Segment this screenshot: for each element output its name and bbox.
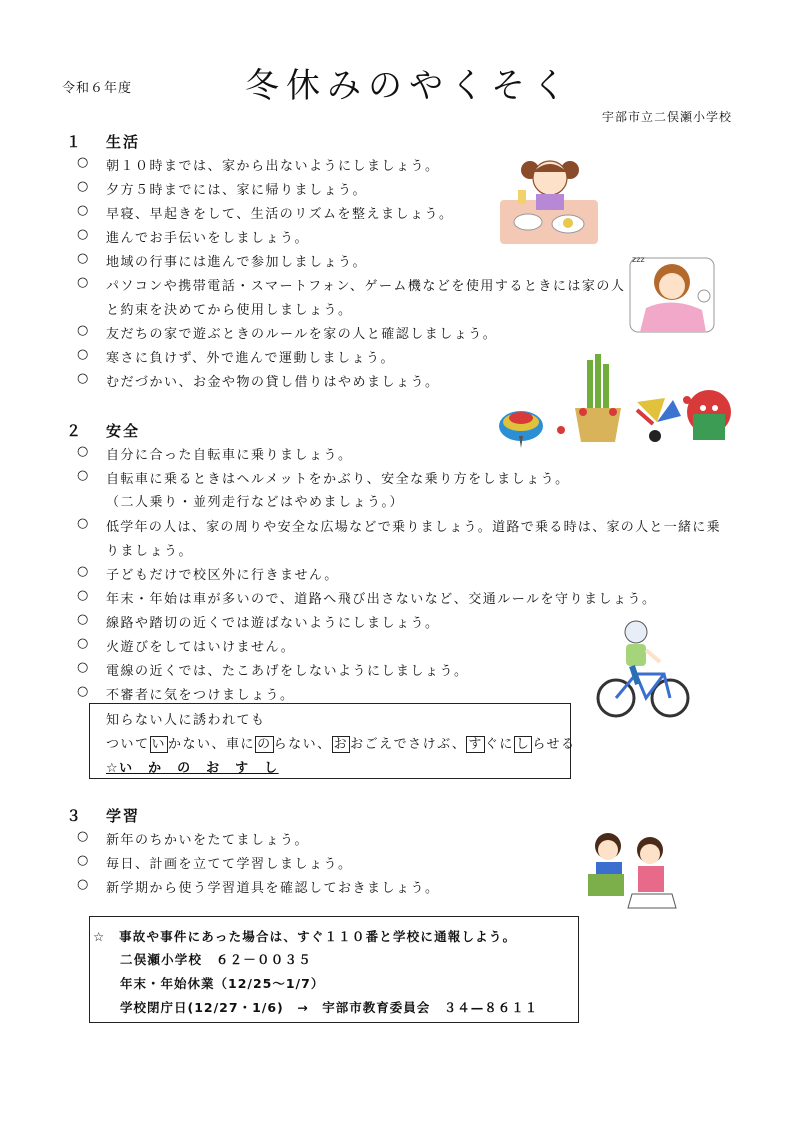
list-item: 寒さに負けず、外で進んで運動しましょう。 <box>106 351 395 366</box>
list-item: 電線の近くでは、たこあげをしないようにしましょう。 <box>106 664 469 679</box>
ikanoosushi-slogan: ☆い か の お す し <box>106 761 279 776</box>
list-item: 早寝、早起きをして、生活のリズムを整えましょう。 <box>106 207 454 222</box>
bullet-icon: ○ <box>77 564 89 579</box>
notice-school-phone: 二俣瀬小学校 ６２－００３５ <box>120 952 312 967</box>
bullet-icon: ○ <box>77 444 89 459</box>
list-item-continuation: りましょう。 <box>106 544 194 559</box>
bullet-icon: ○ <box>77 612 89 627</box>
bullet-icon: ○ <box>77 227 89 242</box>
section-2-title: 安全 <box>106 422 141 440</box>
sleeping-girl-illustration <box>626 248 718 336</box>
list-item-continuation: と約束を決めてから使用しましょう。 <box>106 303 353 318</box>
bullet-icon: ○ <box>77 588 89 603</box>
keyword-box: お <box>333 737 349 752</box>
child-riding-bicycle-illustration <box>594 618 692 720</box>
notice-closed-days: 学校閉庁日(12/27・1/6) → 宇部市教育委員会 ３４—８６１１ <box>120 1000 539 1015</box>
ikanoosushi-line1: 知らない人に誘われても <box>106 713 266 728</box>
list-item: 地域の行事には進んで参加しましょう。 <box>106 255 368 270</box>
list-item: 毎日、計画を立てて学習しましょう。 <box>106 857 353 872</box>
school-year: 令和６年度 <box>62 81 133 96</box>
bullet-icon: ○ <box>77 347 89 362</box>
bullet-icon: ○ <box>77 516 89 531</box>
list-item: パソコンや携帯電話・スマートフォン、ゲーム機などを使用するときには家の人 <box>106 279 626 294</box>
list-item: 朝１０時までは、家から出ないようにしましょう。 <box>106 159 440 174</box>
list-item-note: （二人乗り・並列走行などはやめましょう。） <box>106 495 405 510</box>
bullet-icon: ○ <box>77 468 89 483</box>
keyword-box: い <box>151 737 167 752</box>
school-name: 宇部市立二俣瀬小学校 <box>601 110 732 124</box>
bullet-icon: ○ <box>77 203 89 218</box>
bullet-icon: ○ <box>77 323 89 338</box>
bullet-icon: ○ <box>77 660 89 675</box>
bullet-icon: ○ <box>77 371 89 386</box>
section-3-number: ３ <box>66 807 82 825</box>
list-item: 年末・年始は車が多いので、道路へ飛び出さないなど、交通ルールを守りましょう。 <box>106 592 657 607</box>
bullet-icon: ○ <box>77 829 89 844</box>
page-title: 冬休みのやくそく <box>245 66 573 106</box>
keyword-box: の <box>257 737 272 752</box>
section-1-title: 生活 <box>106 133 141 151</box>
list-item: 不審者に気をつけましょう。 <box>106 688 295 703</box>
list-item: 自分に合った自転車に乗りましょう。 <box>106 448 353 463</box>
list-item: 低学年の人は、家の周りや安全な広場などで乗りましょう。道路で乗る時は、家の人と一緒に乗 <box>106 520 721 535</box>
section-3-title: 学習 <box>106 807 141 825</box>
list-item: 新年のちかいをたてましょう。 <box>106 833 310 848</box>
list-item: 夕方５時までには、家に帰りましょう。 <box>106 183 368 198</box>
list-item: 子どもだけで校区外に行きません。 <box>106 568 339 583</box>
notice-holiday: 年末・年始休業（12/25～1/7） <box>120 976 325 991</box>
bullet-icon: ○ <box>77 684 89 699</box>
section-2-number: ２ <box>66 422 82 440</box>
keyword-box: す <box>468 737 483 752</box>
ikanoosushi-line2: ついて い かない、車に の らない、 お おごえでさけぶ、 す ぐに し らせる <box>106 737 576 752</box>
bullet-icon: ○ <box>77 275 89 290</box>
bullet-icon: ○ <box>77 251 89 266</box>
list-item: むだづかい、お金や物の貸し借りはやめましょう。 <box>106 375 440 390</box>
bullet-icon: ○ <box>77 636 89 651</box>
new-year-toys-illustration <box>497 352 737 452</box>
children-studying-illustration <box>582 828 680 914</box>
notice-line: ☆ 事故や事件にあった場合は、すぐ１１０番と学校に通報しよう。 <box>93 929 517 944</box>
bullet-icon: ○ <box>77 853 89 868</box>
list-item: 進んでお手伝いをしましょう。 <box>106 231 310 246</box>
list-item: 線路や踏切の近くでは遊ばないようにしましょう。 <box>106 616 440 631</box>
list-item: 自転車に乗るときはヘルメットをかぶり、安全な乗り方をしましょう。 <box>106 472 570 487</box>
bullet-icon: ○ <box>77 155 89 170</box>
section-1-number: １ <box>66 133 82 151</box>
list-item: 友だちの家で遊ぶときのルールを家の人と確認しましょう。 <box>106 327 498 342</box>
keyword-box: し <box>515 737 531 752</box>
girl-eating-breakfast-illustration <box>498 150 603 248</box>
list-item: 新学期から使う学習道具を確認しておきましょう。 <box>106 881 440 896</box>
bullet-icon: ○ <box>77 179 89 194</box>
svg-text:zzz: zzz <box>632 255 645 264</box>
bullet-icon: ○ <box>77 877 89 892</box>
list-item: 火遊びをしてはいけません。 <box>106 640 296 655</box>
